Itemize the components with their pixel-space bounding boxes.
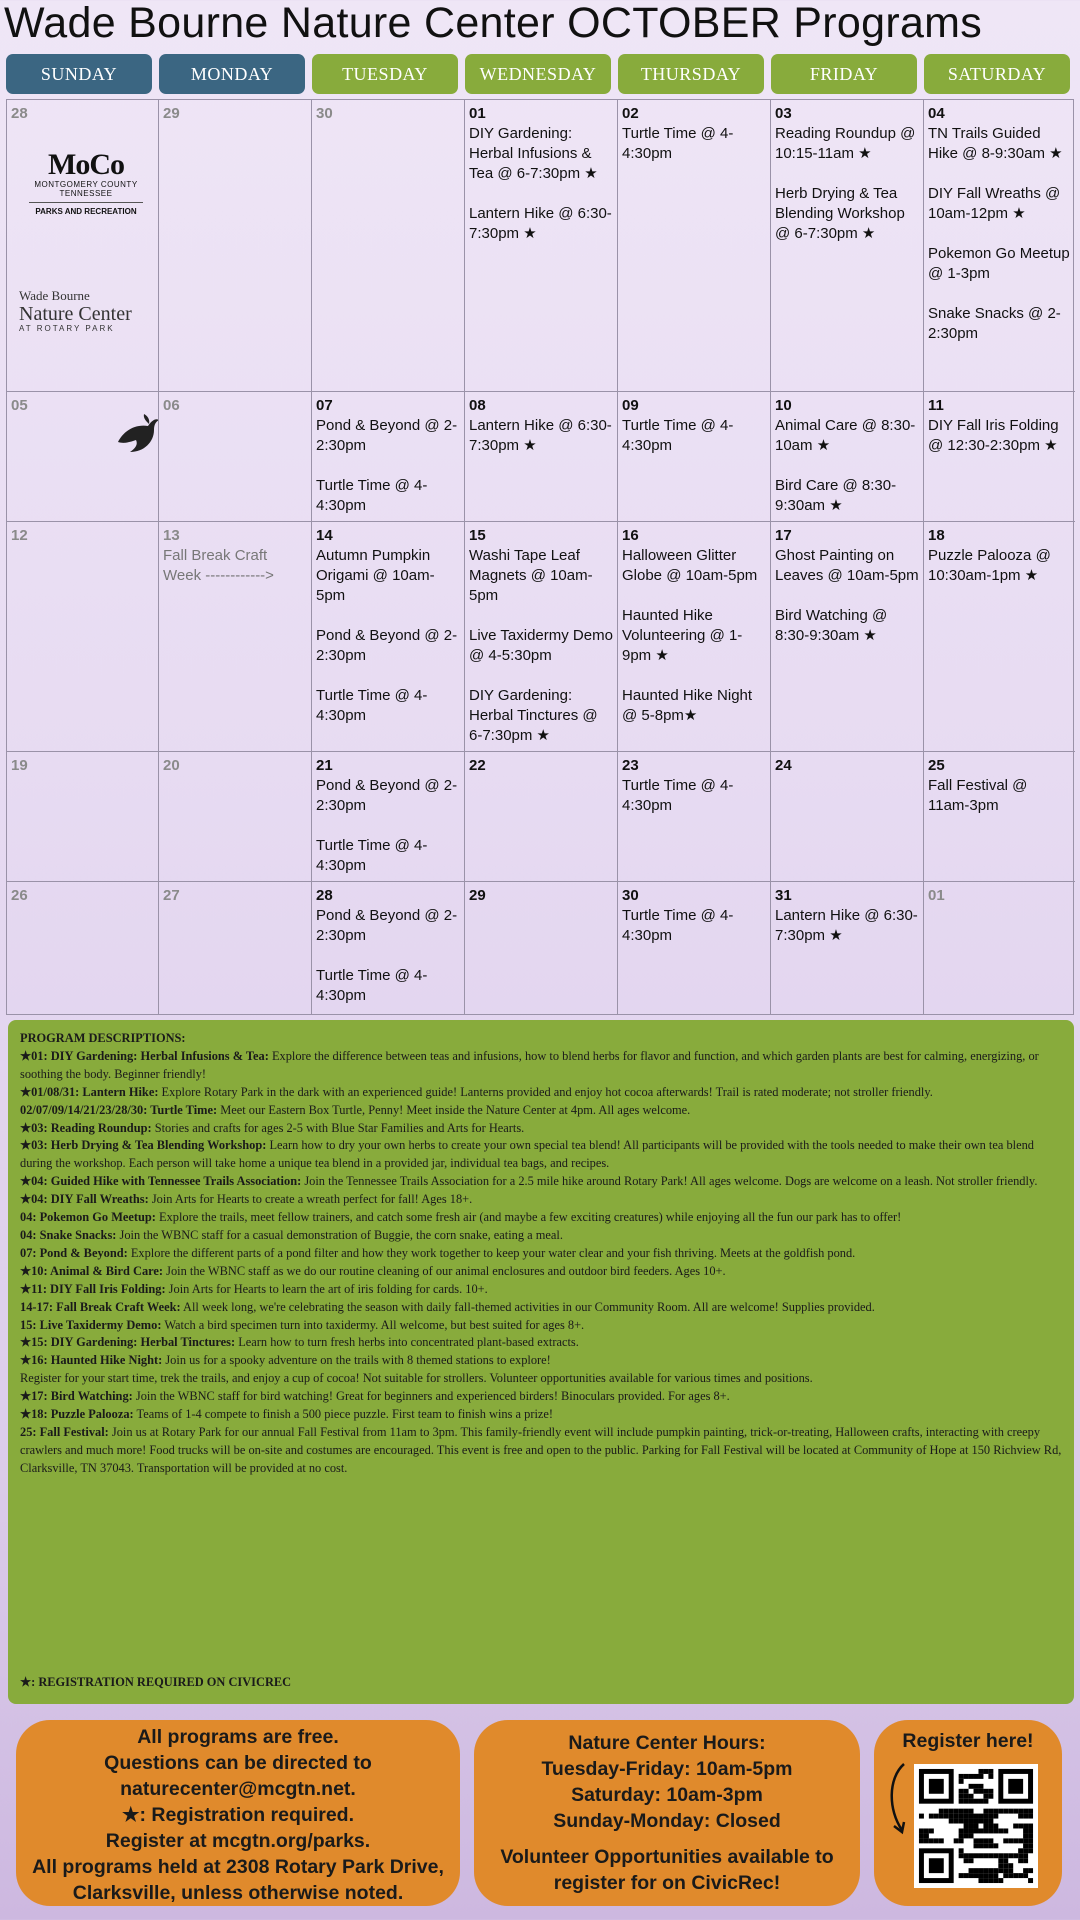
calendar-event: Turtle Time @ 4-4:30pm [622, 125, 734, 162]
moco-logo-county: MONTGOMERY COUNTY [34, 180, 138, 189]
hours-line: Nature Center Hours: [568, 1732, 766, 1754]
program-description-label: 15: Live Taxidermy Demo: [20, 1317, 162, 1332]
program-description [20, 1102, 1062, 1120]
calendar-day-cell [618, 392, 771, 522]
program-description [20, 1370, 1062, 1388]
program-description-text: Teams of 1-4 compete to finish a 500 piece puzzle. First team to finish wins a prize! [133, 1407, 554, 1422]
calendar-event: Turtle Time @ 4-4:30pm [316, 837, 428, 874]
calendar-event: Turtle Time @ 4-4:30pm [316, 477, 428, 514]
day-number: 01 [928, 887, 945, 904]
calendar-day-cell [771, 100, 924, 392]
program-description [20, 1191, 1062, 1209]
calendar-event: Haunted Hike Night @ 5-8pm★ [622, 687, 753, 724]
program-description [20, 1406, 1062, 1424]
program-description [20, 1120, 1062, 1138]
day-number: 26 [11, 887, 28, 904]
calendar-event: DIY Gardening: Herbal Tinctures @ 6-7:30pm ★ [469, 687, 598, 744]
calendar-day-cell [771, 392, 924, 522]
descriptions-heading: PROGRAM DESCRIPTIONS: [20, 1031, 186, 1045]
calendar-event: Pond & Beyond @ 2-2:30pm [316, 627, 458, 664]
program-description [20, 1084, 1062, 1102]
day-number: 13 [163, 527, 180, 544]
program-description-text: Explore the difference between teas and infusions, how to blend herbs for flavor and function, and which garden plants are best for calming, energizing, or soothing the body. Beginner friendly! [20, 1048, 1039, 1081]
day-number: 29 [469, 887, 486, 904]
calendar-event: Animal Care @ 8:30-10am ★ [775, 417, 916, 454]
calendar-day-cell [312, 882, 465, 1014]
calendar-event: Turtle Time @ 4-4:30pm [622, 417, 734, 454]
info-line: All programs are free. [137, 1726, 339, 1748]
program-description-text: Join the WBNC staff for a casual demonstration of Buggie, the corn snake, eating a meal. [116, 1227, 563, 1242]
day-number: 25 [928, 757, 945, 774]
calendar-event: Washi Tape Leaf Magnets @ 10am-5pm [469, 547, 593, 604]
calendar-event: Fall Break Craft Week ------------> [163, 547, 274, 584]
calendar-day-cell [771, 882, 924, 1014]
program-description-text: Explore the trails, meet fellow trainers, and catch some fresh air (and maybe a few exciting creatures) while enjoying all the fun our park has to offer! [155, 1210, 902, 1225]
program-description-label: ★18: Puzzle Palooza: [20, 1407, 134, 1422]
day-number: 20 [163, 757, 180, 774]
calendar-event: Lantern Hike @ 6:30-7:30pm ★ [469, 205, 612, 242]
calendar-grid [6, 99, 1074, 1015]
program-description-text: All week long, we're celebrating the season with daily fall-themed activities in our Community Room. All are welcome! Supplies provided. [180, 1299, 875, 1314]
calendar-day-cell [7, 882, 159, 1014]
calendar-day-cell [159, 392, 312, 522]
calendar-day-cell [7, 100, 159, 392]
weekday-friday: FRIDAY [771, 54, 917, 94]
calendar-day-cell [618, 882, 771, 1014]
hours-line: Sunday-Monday: Closed [553, 1810, 781, 1832]
calendar-event: Bird Watching @ 8:30-9:30am ★ [775, 607, 888, 644]
program-description-text: Meet our Eastern Box Turtle, Penny! Meet inside the Nature Center at 4pm. All ages welcome. [217, 1102, 691, 1117]
day-number: 06 [163, 397, 180, 414]
calendar-event: Pond & Beyond @ 2-2:30pm [316, 907, 458, 944]
calendar-day-cell [312, 392, 465, 522]
calendar-event: Turtle Time @ 4-4:30pm [316, 967, 428, 1004]
day-number: 15 [469, 527, 486, 544]
calendar-event: Turtle Time @ 4-4:30pm [622, 907, 734, 944]
info-box-general [16, 1720, 460, 1906]
program-description-label: ★04: Guided Hike with Tennessee Trails Association: [20, 1174, 302, 1189]
calendar-event: Bird Care @ 8:30-9:30am ★ [775, 477, 897, 514]
calendar-event: Herb Drying & Tea Blending Workshop @ 6-7:30pm ★ [775, 185, 905, 242]
program-description-label: ★16: Haunted Hike Night: [20, 1353, 163, 1368]
calendar-day-cell [159, 752, 312, 882]
info-line: Register at mcgtn.org/parks. [105, 1830, 371, 1852]
moco-logo-state: TENNESSEE [59, 189, 113, 198]
day-number: 16 [622, 527, 639, 544]
day-number: 02 [622, 105, 639, 122]
volunteer-line: Volunteer Opportunities available to [500, 1846, 834, 1868]
moco-logo-parks: PARKS AND RECREATION [35, 207, 137, 216]
program-description-label: 25: Fall Festival: [20, 1424, 109, 1439]
program-description-label: 04: Pokemon Go Meetup: [20, 1210, 156, 1225]
program-description [20, 1173, 1062, 1191]
day-number: 30 [622, 887, 639, 904]
weekday-thursday: THURSDAY [618, 54, 764, 94]
day-number: 29 [163, 105, 180, 122]
program-description-label: ★01/08/31: Lantern Hike: [20, 1084, 159, 1099]
day-number: 17 [775, 527, 792, 544]
calendar-day-cell [924, 752, 1075, 882]
program-description [20, 1352, 1062, 1370]
calendar-event: DIY Fall Wreaths @ 10am-12pm ★ [928, 185, 1061, 222]
program-description-text: Join Arts for Hearts to learn the art of iris folding for cards. 10+. [165, 1281, 488, 1296]
weekday-monday: MONDAY [159, 54, 305, 94]
calendar-event: Pokemon Go Meetup @ 1-3pm [928, 245, 1070, 282]
calendar-event: Halloween Glitter Globe @ 10am-5pm [622, 547, 758, 584]
calendar-event: Snake Snacks @ 2-2:30pm [928, 305, 1061, 342]
calendar-day-cell [924, 882, 1075, 1014]
program-description-text: Register for your start time, trek the trails, and enjoy a cup of cocoa! Not suitable for strollers. Volunteer opportunities available for various times and positions. [20, 1371, 813, 1386]
calendar-day-cell [924, 392, 1075, 522]
calendar-day-cell [159, 522, 312, 752]
info-box-hours [474, 1720, 860, 1906]
weekday-sunday: SUNDAY [6, 54, 152, 94]
info-line: Questions can be directed to [104, 1752, 372, 1774]
day-number: 27 [163, 887, 180, 904]
program-description [20, 1209, 1062, 1227]
program-description-text: Join the WBNC staff as we do our routine cleaning of our animal enclosures and outdoor bird feeders. Ages 10+. [163, 1263, 726, 1278]
calendar-day-cell [618, 100, 771, 392]
program-description [20, 1281, 1062, 1299]
program-description-label: ★15: DIY Gardening: Herbal Tinctures: [20, 1335, 236, 1350]
calendar-event: Reading Roundup @ 10:15-11am ★ [775, 125, 916, 162]
calendar-day-cell [465, 752, 618, 882]
info-line: naturecenter@mcgtn.net. [120, 1778, 356, 1800]
calendar-day-cell [465, 882, 618, 1014]
day-number: 07 [316, 397, 333, 414]
program-description [20, 1299, 1062, 1317]
calendar-event: Ghost Painting on Leaves @ 10am-5pm [775, 547, 919, 584]
calendar-day-cell [312, 522, 465, 752]
calendar-event: Live Taxidermy Demo @ 4-5:30pm [469, 627, 613, 664]
volunteer-line: register for on CivicRec! [553, 1872, 781, 1894]
program-descriptions [8, 1020, 1074, 1704]
calendar-day-cell [465, 100, 618, 392]
program-description-label: ★03: Herb Drying & Tea Blending Workshop: [20, 1138, 267, 1153]
program-description-text: Learn how to dry your own herbs to create your own special tea blend! All participants will be provided with the tools needed to make their own tea blend during the workshop. Each person will take home a unique tea blend in a provided jar, individual tea bags, and recipes. [20, 1138, 1034, 1171]
program-description-text: Join Arts for Hearts to create a wreath perfect for fall! Ages 18+. [148, 1192, 473, 1207]
calendar-day-cell [312, 100, 465, 392]
program-description-label: 14-17: Fall Break Craft Week: [20, 1299, 181, 1314]
program-description-label: ★17: Bird Watching: [20, 1389, 133, 1404]
info-line: All programs held at 2308 Rotary Park Drive, [32, 1856, 444, 1878]
calendar-event: Pond & Beyond @ 2-2:30pm [316, 417, 458, 454]
program-description-text: Explore Rotary Park in the dark with an experienced guide! Lanterns provided and enjoy hot cocoa afterwards! Trail is rated moderate; not stroller friendly. [158, 1084, 933, 1099]
calendar-event: Lantern Hike @ 6:30-7:30pm ★ [775, 907, 918, 944]
program-description [20, 1424, 1062, 1478]
day-number: 31 [775, 887, 792, 904]
program-description [20, 1317, 1062, 1335]
calendar-day-cell [312, 752, 465, 882]
program-description-text: Join the WBNC staff for bird watching! Great for beginners and experienced birders! Binoculars provided. For ages 8+. [132, 1389, 730, 1404]
info-box-register [874, 1720, 1062, 1906]
calendar-day-cell [465, 392, 618, 522]
program-description [20, 1245, 1062, 1263]
calendar-day-cell [7, 522, 159, 752]
program-description-label: 07: Pond & Beyond: [20, 1245, 128, 1260]
day-number: 01 [469, 105, 486, 122]
program-description-label: ★11: DIY Fall Iris Folding: [20, 1281, 166, 1296]
day-number: 10 [775, 397, 792, 414]
calendar-event: Fall Festival @ 11am-3pm [928, 777, 1028, 814]
weekday-saturday: SATURDAY [924, 54, 1070, 94]
program-description-text: Learn how to turn fresh herbs into concentrated plant-based extracts. [235, 1335, 579, 1350]
program-description-label: 04: Snake Snacks: [20, 1227, 117, 1242]
calendar-event: Autumn Pumpkin Origami @ 10am-5pm [316, 547, 435, 604]
calendar-day-cell [465, 522, 618, 752]
program-description-text: Explore the different parts of a pond filter and how they work together to keep your water clear and your fish thriving. Meets at the goldfish pond. [127, 1245, 856, 1260]
program-description-label: ★03: Reading Roundup: [20, 1120, 152, 1135]
day-number: 14 [316, 527, 333, 544]
day-number: 04 [928, 105, 945, 122]
calendar-day-cell [771, 752, 924, 882]
program-description-text: Stories and crafts for ages 2-5 with Blue Star Families and Arts for Hearts. [151, 1120, 525, 1135]
moco-logo-mark: MoCo [48, 148, 124, 181]
day-number: 09 [622, 397, 639, 414]
day-number: 28 [316, 887, 333, 904]
calendar-day-cell [159, 100, 312, 392]
info-line: ★: Registration required. [121, 1804, 354, 1826]
logo-rotary-park: AT ROTARY PARK [19, 324, 115, 333]
day-number: 11 [928, 397, 944, 414]
qr-code-icon[interactable] [914, 1764, 1038, 1888]
calendar-event: DIY Fall Iris Folding @ 12:30-2:30pm ★ [928, 417, 1059, 454]
program-description-text: Join us for a spooky adventure on the trails with 8 themed stations to explore! [162, 1353, 551, 1368]
program-description-text: Watch a bird specimen turn into taxidermy. All welcome, but best suited for ages 8+. [161, 1317, 585, 1332]
calendar-event: Turtle Time @ 4-4:30pm [622, 777, 734, 814]
day-number: 03 [775, 105, 792, 122]
page-title: Wade Bourne Nature Center OCTOBER Programs [4, 0, 983, 47]
program-description [20, 1137, 1062, 1173]
day-number: 24 [775, 757, 792, 774]
program-description-text: Join the Tennessee Trails Association for a 2.5 mile hike around Rotary Park! All ages welcome. Dogs are welcome on a leash. Not stroller friendly. [301, 1174, 1038, 1189]
registration-note: ★: REGISTRATION REQUIRED ON CIVICREC [20, 1675, 292, 1689]
day-number: 28 [11, 105, 28, 122]
weekday-header [6, 54, 1074, 94]
program-description [20, 1334, 1062, 1352]
calendar-event: Turtle Time @ 4-4:30pm [316, 687, 428, 724]
day-number: 05 [11, 397, 28, 414]
day-number: 21 [316, 757, 333, 774]
calendar-day-cell [924, 100, 1075, 392]
weekday-wednesday: WEDNESDAY [465, 54, 611, 94]
hours-line: Saturday: 10am-3pm [571, 1784, 763, 1806]
calendar-day-cell [7, 392, 159, 522]
calendar-day-cell [7, 752, 159, 882]
calendar-day-cell [771, 522, 924, 752]
calendar-event: Lantern Hike @ 6:30-7:30pm ★ [469, 417, 612, 454]
weekday-tuesday: TUESDAY [312, 54, 458, 94]
calendar-day-cell [618, 522, 771, 752]
curved-arrow-icon [884, 1760, 914, 1840]
hours-line: Tuesday-Friday: 10am-5pm [541, 1758, 793, 1780]
program-description-label: 02/07/09/14/21/23/28/30: Turtle Time: [20, 1102, 218, 1117]
info-line: Clarksville, unless otherwise noted. [72, 1882, 404, 1904]
day-number: 18 [928, 527, 945, 544]
day-number: 30 [316, 105, 333, 122]
calendar-day-cell [618, 752, 771, 882]
calendar-event: Pond & Beyond @ 2-2:30pm [316, 777, 458, 814]
day-number: 12 [11, 527, 28, 544]
program-description-label: ★01: DIY Gardening: Herbal Infusions & Tea: [20, 1048, 269, 1063]
logo-nature-center: Nature Center [19, 303, 132, 325]
program-description [20, 1388, 1062, 1406]
calendar-day-cell [159, 882, 312, 1014]
calendar-event: Haunted Hike Volunteering @ 1-9pm ★ [622, 607, 743, 664]
calendar-event: TN Trails Guided Hike @ 8-9:30am ★ [928, 125, 1063, 162]
calendar-day-cell [924, 522, 1075, 752]
program-description-text: Join us at Rotary Park for our annual Fall Festival from 11am to 3pm. This family-friendly event will include pumpkin painting, trick-or-treating, Halloween crafts, interacting with creepy crawlers and much more! Food trucks will be on-site and costumes are encouraged. This event is free and open to the public. Parking for Fall Festival will be located at Community of Hope at 150 Richview Rd, Clarksville, TN 37043. Transportation will be provided at no cost. [20, 1424, 1062, 1475]
logo-wade-bourne: Wade Bourne [19, 288, 90, 303]
program-description [20, 1048, 1062, 1084]
day-number: 23 [622, 757, 639, 774]
program-description [20, 1263, 1062, 1281]
day-number: 22 [469, 757, 486, 774]
register-here-label: Register here! [902, 1730, 1034, 1752]
program-description-label: ★04: DIY Fall Wreaths: [20, 1192, 149, 1207]
program-description [20, 1227, 1062, 1245]
calendar-event: DIY Gardening: Herbal Infusions & Tea @ 6-7:30pm ★ [469, 125, 598, 182]
day-number: 08 [469, 397, 486, 414]
day-number: 19 [11, 757, 28, 774]
calendar-event: Puzzle Palooza @ 10:30am-1pm ★ [928, 547, 1051, 584]
program-description-label: ★10: Animal & Bird Care: [20, 1263, 164, 1278]
